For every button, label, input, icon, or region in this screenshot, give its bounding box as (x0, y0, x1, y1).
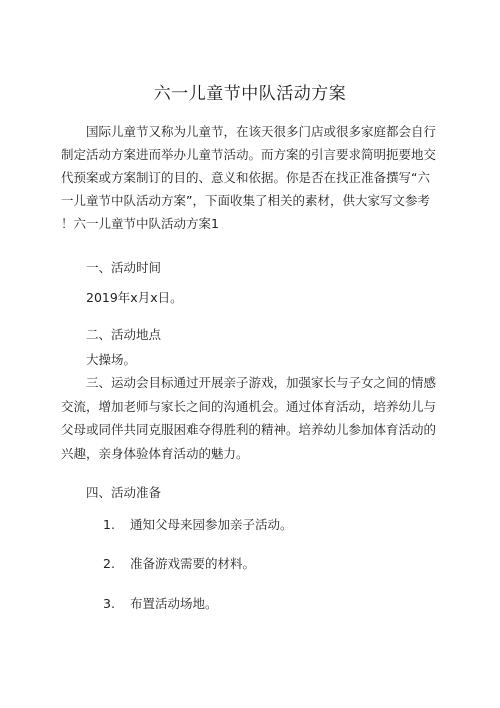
section-heading-location: 二、活动地点 (86, 327, 162, 342)
section-body-location: 大操场。 (86, 352, 137, 367)
intro-line: 制定活动方案进而举办儿童节活动。而方案的引言要求简明扼要地交 (61, 147, 437, 162)
intro-line: 代预案或方案制订的目的、意义和依据。你是否在找正准备撰写“六 (61, 170, 430, 185)
list-item (103, 554, 255, 572)
intro-line: 一儿童节中队活动方案”，下面收集了相关的素材，供大家写文参考 (61, 193, 430, 208)
list-item (103, 594, 218, 612)
document-title: 六一儿童节中队活动方案 (153, 84, 347, 104)
goal-line: 兴趣，亲身体验体育活动的魅力。 (61, 445, 249, 461)
goal-line: 三、运动会目标通过开展亲子游戏，加强家长与子女之间的情感 (86, 375, 437, 390)
list-number: 1. (103, 517, 115, 532)
goal-line: 交流，增加老师与家长之间的沟通机会。通过体育活动，培养幼儿与 (61, 398, 437, 414)
list-text: 准备游戏需要的材料。 (130, 556, 256, 571)
intro-line: ！六一儿童节中队活动方案1 (61, 216, 219, 231)
intro-line: 国际儿童节又称为儿童节，在该天很多门店或很多家庭都会自行 (86, 124, 437, 139)
section-body-time: 2019年x月x日。 (86, 290, 183, 305)
section-heading-time: 一、活动时间 (86, 260, 162, 275)
goal-line: 父母或同伴共同克服困难夺得胜利的精神。培养幼儿参加体育活动的 (61, 422, 437, 437)
list-number: 3. (103, 596, 115, 611)
list-item (103, 515, 293, 533)
list-number: 2. (103, 556, 115, 571)
section-heading-preparation: 四、活动准备 (86, 485, 162, 500)
list-text: 通知父母来园参加亲子活动。 (130, 517, 293, 532)
section-goal-paragraph (61, 371, 441, 465)
intro-paragraph (61, 120, 439, 235)
list-text: 布置活动场地。 (130, 596, 218, 611)
